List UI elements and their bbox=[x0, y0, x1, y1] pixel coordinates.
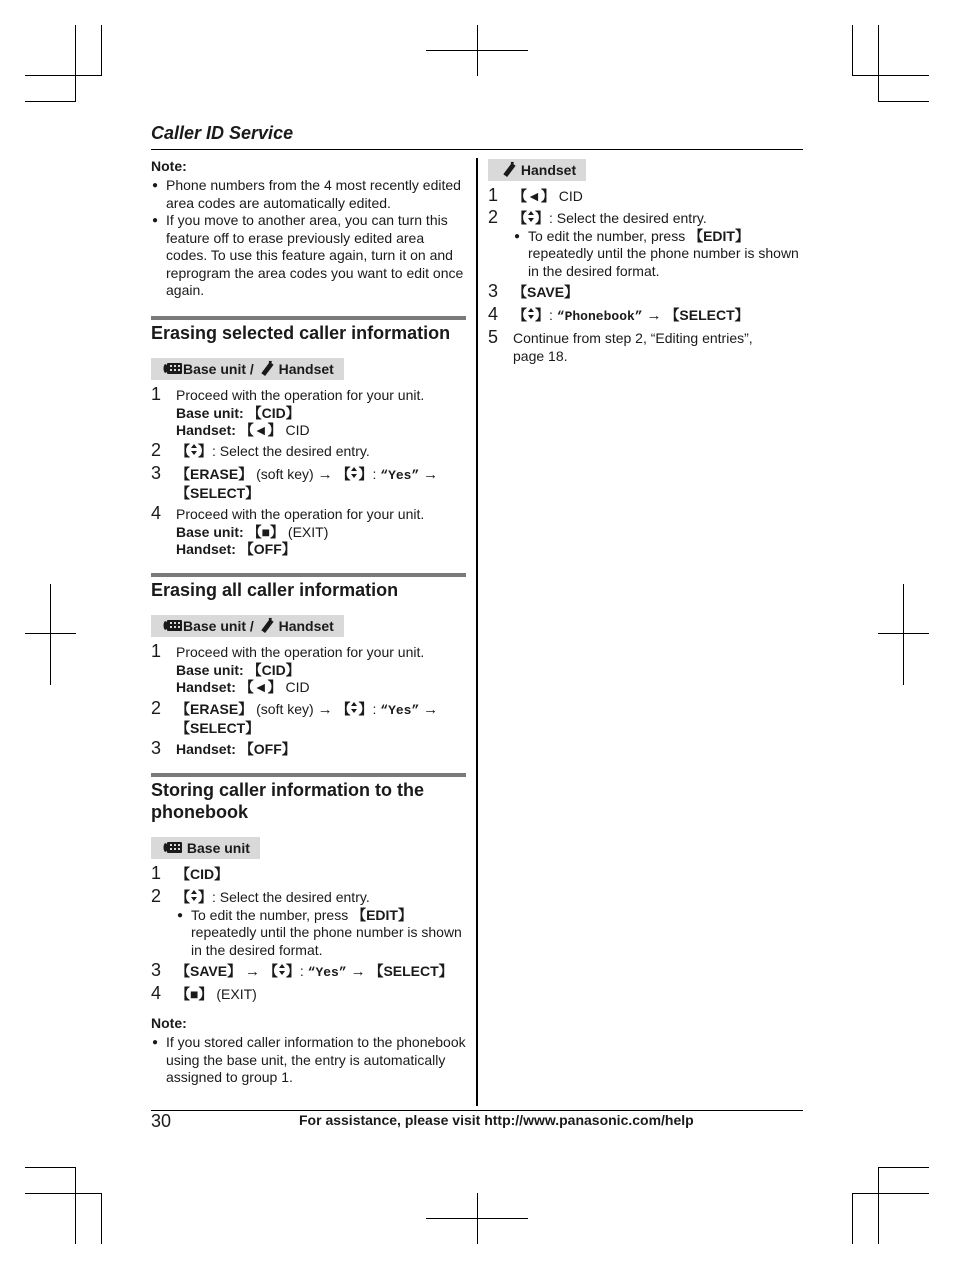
yes-option: “Yes” bbox=[380, 703, 420, 718]
up-down-icon bbox=[527, 307, 535, 320]
note-item: ● If you move to another area, you can turn this feature off to erase previously edited area codes. To use this feature again, turn it on and reprogram the area codes you want to edit once again. bbox=[151, 212, 469, 300]
arrow: → bbox=[646, 307, 662, 324]
handset-icon bbox=[258, 360, 275, 377]
bullet-text: To edit the number, press bbox=[191, 906, 353, 923]
step-text: Continue from step 2, “Editing entries”, bbox=[513, 330, 753, 346]
left-key: 【◄】 bbox=[239, 679, 282, 695]
unit-tag bbox=[151, 358, 344, 380]
cid-key: 【CID】 bbox=[247, 404, 300, 421]
step-text: Proceed with the operation for your unit. bbox=[176, 506, 425, 522]
key-bracket: 】 bbox=[358, 466, 373, 482]
section-title bbox=[151, 779, 424, 823]
key-bracket: 【 bbox=[176, 889, 190, 905]
up-down-icon bbox=[190, 889, 198, 902]
header-rule bbox=[151, 149, 803, 150]
up-down-icon bbox=[278, 963, 286, 976]
bullet-text: repeatedly until the phone number is shown in the desired format. bbox=[528, 245, 799, 279]
tag-label: Base unit / bbox=[183, 618, 258, 634]
key-bracket: 】 bbox=[198, 889, 212, 905]
section-title: Erasing selected caller information bbox=[151, 323, 451, 343]
tag-label: Handset bbox=[520, 162, 577, 178]
step-number: 4 bbox=[151, 983, 162, 1003]
exit-text: (EXIT) bbox=[284, 523, 329, 540]
section-title-line: phonebook bbox=[151, 802, 248, 822]
arrow: → bbox=[317, 701, 333, 718]
base-unit-icon bbox=[163, 839, 183, 856]
base-unit-label: Base unit: bbox=[176, 661, 248, 678]
key-bracket: 】 bbox=[198, 443, 212, 459]
page-number: 30 bbox=[151, 1111, 172, 1131]
step-number: 3 bbox=[151, 738, 162, 758]
colon: : bbox=[299, 963, 308, 979]
step-number: 2 bbox=[151, 698, 162, 718]
exit-text: (EXIT) bbox=[212, 986, 257, 1002]
note-heading: Note: bbox=[151, 158, 187, 174]
section-title-line: Storing caller information to the bbox=[151, 780, 425, 800]
note-heading: Note: bbox=[151, 1015, 187, 1031]
stop-key: 【■】 bbox=[176, 986, 213, 1002]
key-bracket: 【 bbox=[176, 443, 190, 459]
key-bracket: 【 bbox=[332, 701, 351, 717]
step-number: 5 bbox=[488, 327, 499, 347]
up-down-icon bbox=[190, 443, 198, 456]
bullet-text: repeatedly until the phone number is shown in the desired format. bbox=[191, 924, 462, 958]
unit-tag bbox=[488, 159, 586, 181]
bullet-text: To edit the number, press bbox=[528, 227, 690, 244]
colon: : bbox=[549, 307, 557, 323]
yes-option: “Yes” bbox=[380, 468, 420, 483]
step-number: 3 bbox=[151, 960, 162, 980]
off-key: 【OFF】 bbox=[239, 741, 296, 757]
stop-key: 【■】 bbox=[247, 523, 285, 540]
colon: : bbox=[372, 466, 381, 482]
select-key: 【SELECT】 bbox=[176, 719, 260, 736]
note-list bbox=[151, 1034, 469, 1087]
arrow: → bbox=[317, 466, 333, 483]
section-title: Erasing all caller information bbox=[151, 580, 399, 600]
unit-tag bbox=[151, 615, 344, 637]
soft-key-text: (soft key) bbox=[252, 701, 318, 717]
save-key: 【SAVE】 bbox=[176, 963, 242, 979]
up-down-icon bbox=[527, 210, 535, 223]
base-unit-label: Base unit: bbox=[176, 523, 248, 540]
note-block bbox=[151, 1015, 469, 1087]
step-number: 3 bbox=[151, 463, 162, 483]
step-text: Proceed with the operation for your unit. bbox=[176, 387, 425, 403]
handset-label: Handset: bbox=[176, 679, 240, 695]
cid-text: CID bbox=[281, 422, 310, 438]
edit-key: 【EDIT】 bbox=[689, 227, 749, 244]
arrow: → bbox=[423, 701, 439, 718]
arrow: → bbox=[423, 466, 439, 483]
note-list bbox=[151, 177, 469, 300]
section-rule bbox=[151, 773, 466, 777]
handset-icon bbox=[258, 617, 275, 634]
soft-key-text: (soft key) bbox=[252, 466, 318, 482]
page-reference: page 18. bbox=[513, 347, 568, 364]
step-text: : Select the desired entry. bbox=[212, 443, 370, 459]
footer-help-text: For assistance, please visit http://www.panasonic.com/help bbox=[299, 1112, 694, 1128]
key-bracket: 】 bbox=[285, 963, 300, 979]
step-number: 2 bbox=[151, 886, 162, 906]
key-bracket: 】 bbox=[358, 701, 373, 717]
tag-label: Base unit / bbox=[183, 361, 258, 377]
cid-text: CID bbox=[554, 188, 583, 204]
cid-key: 【CID】 bbox=[247, 661, 300, 678]
tag-label: Handset bbox=[278, 361, 334, 377]
select-key: 【SELECT】 bbox=[176, 484, 260, 501]
section-rule bbox=[151, 316, 466, 320]
key-bracket: 】 bbox=[535, 307, 549, 323]
step-bullet bbox=[513, 228, 802, 281]
save-key: 【SAVE】 bbox=[513, 284, 579, 300]
select-key: 【SELECT】 bbox=[369, 963, 453, 979]
step-bullet bbox=[176, 907, 463, 960]
edit-key: 【EDIT】 bbox=[352, 906, 412, 923]
unit-tag bbox=[151, 837, 260, 859]
yes-option: “Yes” bbox=[307, 965, 347, 980]
arrow: → bbox=[244, 963, 260, 980]
erase-key: 【ERASE】 bbox=[176, 701, 253, 717]
key-bracket: 【 bbox=[259, 963, 278, 979]
note-item: ● If you stored caller information to the phonebook using the base unit, the entry is automatically assigned to group 1. bbox=[151, 1034, 469, 1087]
step-text: : Select the desired entry. bbox=[549, 210, 707, 226]
tag-label: Handset bbox=[278, 618, 334, 634]
colon: : bbox=[372, 701, 381, 717]
cid-text: CID bbox=[281, 679, 310, 695]
handset-icon bbox=[500, 161, 517, 178]
step-number: 1 bbox=[488, 185, 499, 205]
step-number: 4 bbox=[488, 304, 499, 324]
tag-label: Base unit bbox=[186, 840, 250, 856]
left-key: 【◄】 bbox=[239, 422, 282, 438]
footer-rule bbox=[151, 1110, 803, 1111]
phonebook-option: “Phonebook” bbox=[556, 309, 643, 324]
step-number: 3 bbox=[488, 281, 499, 301]
page-header-title: Caller ID Service bbox=[151, 123, 294, 143]
base-unit-icon bbox=[163, 360, 183, 377]
handset-label: Handset: bbox=[176, 541, 240, 557]
section-rule bbox=[151, 573, 466, 577]
handset-label: Handset: bbox=[176, 741, 240, 757]
step-text: : Select the desired entry. bbox=[212, 889, 370, 905]
handset-label: Handset: bbox=[176, 422, 240, 438]
step-number: 2 bbox=[151, 440, 162, 460]
key-bracket: 【 bbox=[513, 210, 527, 226]
key-bracket: 】 bbox=[535, 210, 549, 226]
base-unit-label: Base unit: bbox=[176, 404, 248, 421]
column-divider bbox=[476, 158, 478, 1106]
arrow: → bbox=[350, 963, 366, 980]
step-number: 2 bbox=[488, 207, 499, 227]
left-key: 【◄】 bbox=[513, 188, 555, 204]
cid-key: 【CID】 bbox=[176, 866, 229, 882]
key-bracket: 【 bbox=[513, 307, 527, 323]
note-block bbox=[151, 158, 469, 300]
note-item: ● Phone numbers from the 4 most recently edited area codes are automatically edited. bbox=[151, 177, 469, 212]
erase-key: 【ERASE】 bbox=[176, 466, 253, 482]
step-number: 1 bbox=[151, 641, 162, 661]
step-number: 1 bbox=[151, 863, 162, 883]
step-number: 4 bbox=[151, 503, 162, 523]
step-text: Proceed with the operation for your unit. bbox=[176, 644, 425, 660]
base-unit-icon bbox=[163, 617, 183, 634]
select-key: 【SELECT】 bbox=[661, 307, 749, 323]
off-key: 【OFF】 bbox=[239, 541, 296, 557]
key-bracket: 【 bbox=[332, 466, 351, 482]
step-number: 1 bbox=[151, 384, 162, 404]
